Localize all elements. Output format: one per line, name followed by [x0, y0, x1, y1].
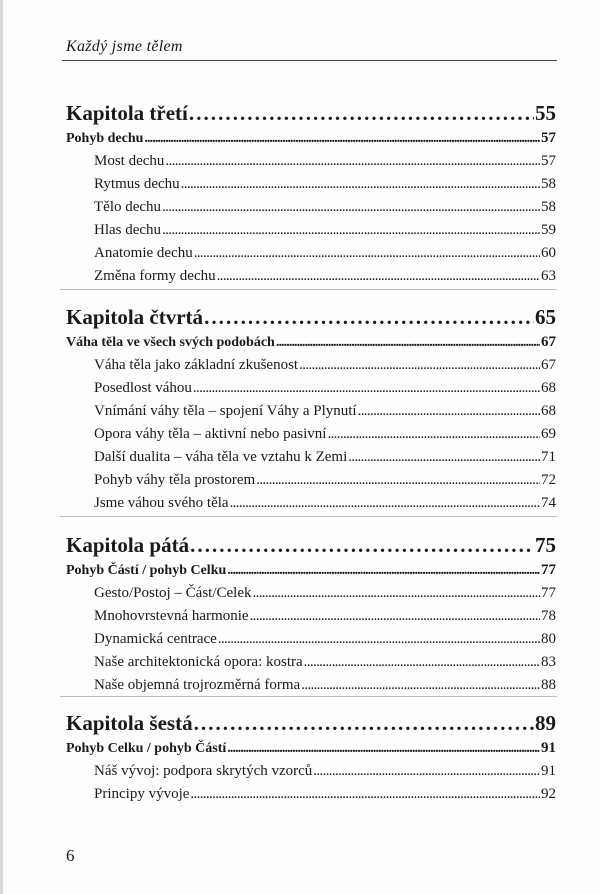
dot-leader: [165, 150, 540, 173]
entry-title: Most dechu: [94, 153, 165, 169]
chapter-entry[interactable]: [66, 303, 556, 331]
dot-leader: [227, 737, 540, 760]
entry-page: 80: [541, 631, 556, 647]
dot-leader: [144, 127, 540, 150]
toc-item[interactable]: [66, 150, 556, 173]
dot-leader: [162, 196, 540, 219]
toc-item[interactable]: [66, 219, 556, 242]
entry-title: Kapitola čtvrtá: [66, 305, 204, 329]
toc-item[interactable]: [66, 469, 556, 492]
entry-title: Principy vývoje: [94, 786, 190, 802]
entry-title: Opora váhy těla – aktivní nebo pasivní: [94, 426, 327, 442]
entry-title: Tělo dechu: [94, 199, 162, 215]
entry-page: 57: [541, 153, 556, 169]
dot-leader: [194, 709, 534, 737]
toc-chapter: [66, 531, 556, 697]
dot-leader: [313, 760, 540, 783]
toc-chapter: [66, 303, 556, 515]
entry-title: Váha těla ve všech svých podobách: [66, 335, 275, 350]
entry-page: 68: [541, 380, 556, 396]
dot-leader: [217, 265, 540, 288]
entry-title: Pohyb dechu: [66, 131, 144, 146]
entry-page: 83: [541, 654, 556, 670]
entry-page: 92: [541, 786, 556, 802]
entry-page: 74: [541, 495, 556, 511]
section-entry[interactable]: [66, 127, 556, 150]
entry-page: 89: [535, 711, 556, 735]
dot-leader: [327, 423, 540, 446]
entry-page: 78: [541, 608, 556, 624]
toc-item[interactable]: [66, 651, 556, 674]
dot-leader: [227, 559, 540, 582]
dot-leader: [230, 492, 540, 515]
entry-title: Pohyb Částí / pohyb Celku: [66, 563, 227, 578]
page-number: 6: [66, 846, 75, 865]
entry-page: 68: [541, 403, 556, 419]
dot-leader: [253, 582, 541, 605]
toc-item[interactable]: [66, 446, 556, 469]
entry-page: 69: [541, 426, 556, 442]
chapter-divider: [60, 516, 557, 517]
toc-item[interactable]: [66, 265, 556, 288]
entry-page: 67: [541, 357, 556, 373]
entry-title: Pohyb váhy těla prostorem: [94, 472, 256, 488]
entry-title: Pohyb Celku / pohyb Částí: [66, 741, 227, 756]
entry-page: 59: [541, 222, 556, 238]
dot-leader: [218, 628, 540, 651]
toc-item[interactable]: [66, 354, 556, 377]
entry-title: Kapitola šestá: [66, 711, 193, 735]
entry-page: 77: [541, 585, 556, 601]
toc-item[interactable]: [66, 196, 556, 219]
dot-leader: [204, 303, 534, 331]
header-rule: [62, 60, 557, 61]
entry-page: 67: [541, 334, 556, 350]
toc-item[interactable]: [66, 492, 556, 515]
toc-item[interactable]: [66, 377, 556, 400]
entry-page: 88: [541, 677, 556, 693]
dot-leader: [348, 446, 540, 469]
toc-item[interactable]: [66, 605, 556, 628]
entry-page: 60: [541, 245, 556, 261]
entry-title: Mnohovrstevná harmonie: [94, 608, 249, 624]
entry-title: Rytmus dechu: [94, 176, 180, 192]
chapter-entry[interactable]: [66, 531, 556, 559]
entry-page: 72: [541, 472, 556, 488]
chapter-divider: [60, 289, 557, 290]
entry-page: 57: [541, 130, 556, 146]
entry-page: 91: [541, 740, 556, 756]
dot-leader: [358, 400, 540, 423]
dot-leader: [189, 99, 534, 127]
toc-item[interactable]: [66, 783, 556, 806]
dot-leader: [299, 354, 540, 377]
entry-title: Naše objemná trojrozměrná forma: [94, 677, 301, 693]
dot-leader: [190, 531, 534, 559]
chapter-entry[interactable]: [66, 709, 556, 737]
entry-page: 58: [541, 176, 556, 192]
entry-page: 63: [541, 268, 556, 284]
entry-page: 71: [541, 449, 556, 465]
toc-item[interactable]: [66, 400, 556, 423]
dot-leader: [301, 674, 540, 697]
dot-leader: [304, 651, 540, 674]
section-entry[interactable]: [66, 331, 556, 354]
entry-title: Jsme váhou svého těla: [94, 495, 229, 511]
running-header: Každý jsme tělem: [66, 38, 183, 55]
entry-page: 91: [541, 763, 556, 779]
entry-page: 65: [535, 305, 556, 329]
toc-item[interactable]: [66, 242, 556, 265]
dot-leader: [256, 469, 540, 492]
entry-title: Změna formy dechu: [94, 268, 216, 284]
entry-title: Dynamická centrace: [94, 631, 217, 647]
dot-leader: [190, 783, 540, 806]
dot-leader: [181, 173, 540, 196]
entry-title: Hlas dechu: [94, 222, 162, 238]
entry-title: Kapitola třetí: [66, 101, 188, 125]
toc-item[interactable]: [66, 760, 556, 783]
dot-leader: [194, 242, 540, 265]
entry-page: 55: [535, 101, 556, 125]
dot-leader: [162, 219, 540, 242]
toc-item[interactable]: [66, 173, 556, 196]
entry-title: Vnímání váhy těla – spojení Váhy a Plynutí: [94, 403, 357, 419]
dot-leader: [193, 377, 540, 400]
toc-item[interactable]: [66, 674, 556, 697]
entry-title: Posedlost váhou: [94, 380, 192, 396]
toc-item[interactable]: [66, 423, 556, 446]
entry-page: 58: [541, 199, 556, 215]
entry-page: 77: [541, 562, 556, 578]
chapter-entry[interactable]: [66, 99, 556, 127]
scan-edge: [0, 0, 3, 894]
dot-leader: [250, 605, 540, 628]
entry-title: Další dualita – váha těla ve vztahu k Zemi: [94, 449, 348, 465]
toc-chapter: [66, 709, 556, 806]
entry-title: Váha těla jako základní zkušenost: [94, 357, 299, 373]
entry-title: Kapitola pátá: [66, 533, 190, 557]
section-entry[interactable]: [66, 559, 556, 582]
entry-page: 75: [535, 533, 556, 557]
toc-item[interactable]: [66, 582, 556, 605]
toc-chapter: [66, 99, 556, 288]
entry-title: Náš vývoj: podpora skrytých vzorců: [94, 763, 313, 779]
entry-title: Naše architektonická opora: kostra: [94, 654, 303, 670]
entry-title: Gesto/Postoj – Část/Celek: [94, 585, 252, 601]
toc-item[interactable]: [66, 628, 556, 651]
section-entry[interactable]: [66, 737, 556, 760]
entry-title: Anatomie dechu: [94, 245, 193, 261]
dot-leader: [276, 331, 540, 354]
